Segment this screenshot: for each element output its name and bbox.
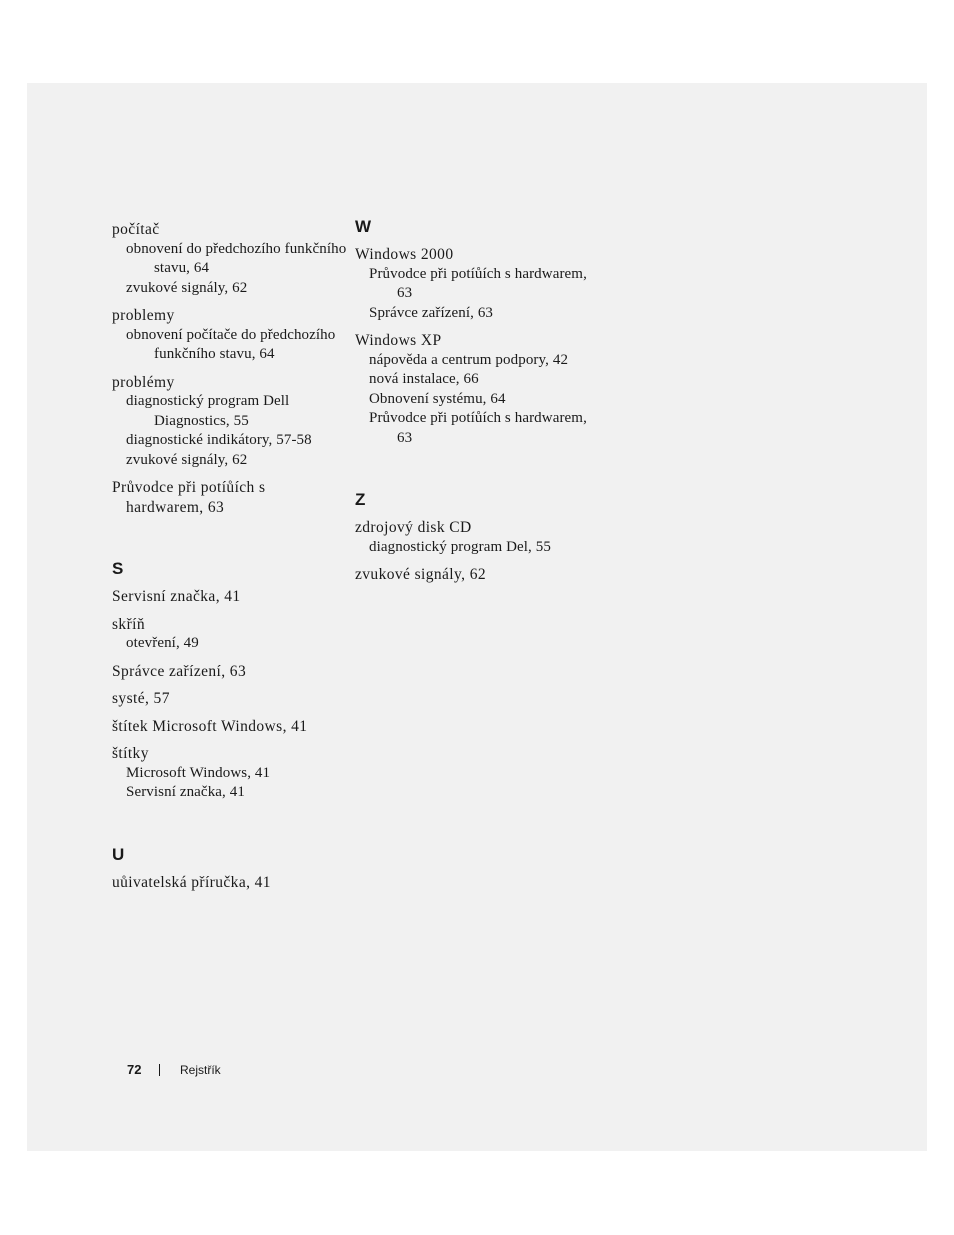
section-letter-s: S [112, 559, 124, 578]
index-subterm: zvukové signály, 62 [126, 279, 248, 296]
index-term: Servisní značka, 41 [112, 588, 241, 605]
index-term: štítky [112, 745, 149, 762]
index-subterm: Průvodce při potíůích s hardwarem, 63 [369, 265, 587, 301]
page-number: 72 [127, 1062, 142, 1077]
index-subterm: Servisní značka, 41 [126, 784, 245, 800]
index-subterm: Microsoft Windows, 41 [126, 764, 271, 781]
index-entry [112, 220, 347, 298]
section-letter-z: Z [355, 490, 366, 509]
index-subterm: Průvodce při potíůích s hardwarem, 63 [369, 410, 587, 446]
index-group-s [112, 559, 347, 803]
index-entry [112, 744, 347, 803]
index-term: Průvodce při potíůích s hardwarem, 63 [112, 479, 266, 516]
index-entry [355, 565, 595, 585]
index-entry [112, 873, 347, 893]
index-term: zvukové signály, 62 [355, 566, 487, 583]
index-subterm: nová instalace, 66 [369, 371, 479, 387]
index-group-w [355, 217, 595, 448]
index-entry [112, 689, 347, 709]
index-subterm: nápověda a centrum podpory, 42 [369, 351, 569, 368]
index-term: štítek Microsoft Windows, 41 [112, 717, 308, 735]
index-entry [112, 587, 347, 607]
index-entry [112, 478, 347, 517]
section-letter-u: U [112, 844, 125, 864]
index-term: Správce zařízení, 63 [112, 662, 247, 680]
index-entry [112, 662, 347, 682]
index-entry [355, 331, 595, 448]
index-column-left [112, 220, 347, 900]
footer-separator [159, 1064, 160, 1076]
index-subterm: Obnovení systému, 64 [369, 390, 506, 407]
index-entry [355, 518, 595, 557]
section-letter-w: W [355, 217, 372, 236]
index-entry [112, 373, 347, 471]
index-subterm: diagnostické indikátory, 57-58 [126, 432, 312, 448]
index-term: systé, 57 [112, 690, 170, 707]
index-term: problémy [112, 373, 175, 391]
index-group-u [112, 845, 347, 893]
index-subterm: diagnostický program Dell Diagnostics, 55 [126, 393, 290, 429]
index-subterm: Správce zařízení, 63 [369, 304, 494, 321]
index-group-p [112, 220, 347, 517]
index-subterm: zvukové signály, 62 [126, 451, 248, 468]
index-term: počítač [112, 221, 160, 238]
index-entry [355, 245, 595, 323]
index-entry [112, 615, 347, 654]
index-term: Windows XP [355, 332, 442, 349]
index-column-right [355, 217, 595, 593]
index-entry [112, 306, 347, 365]
index-subterm: obnovení počítače do předchozího funkčního stavu, 64 [126, 326, 336, 362]
section-name: Rejstřík [180, 1063, 221, 1077]
index-term: problemy [112, 307, 175, 324]
index-term: zdrojový disk CD [355, 519, 472, 536]
index-term: Windows 2000 [355, 246, 454, 263]
index-term: uůivatelská příručka, 41 [112, 873, 271, 891]
index-entry [112, 717, 347, 737]
index-group-z [355, 490, 595, 585]
index-page [27, 83, 927, 1151]
index-term: skříň [112, 615, 145, 633]
index-subterm: otevření, 49 [126, 635, 199, 651]
index-subterm: diagnostický program Del, 55 [369, 538, 551, 555]
index-subterm: obnovení do předchozího funkčního stavu, 64 [126, 240, 347, 276]
